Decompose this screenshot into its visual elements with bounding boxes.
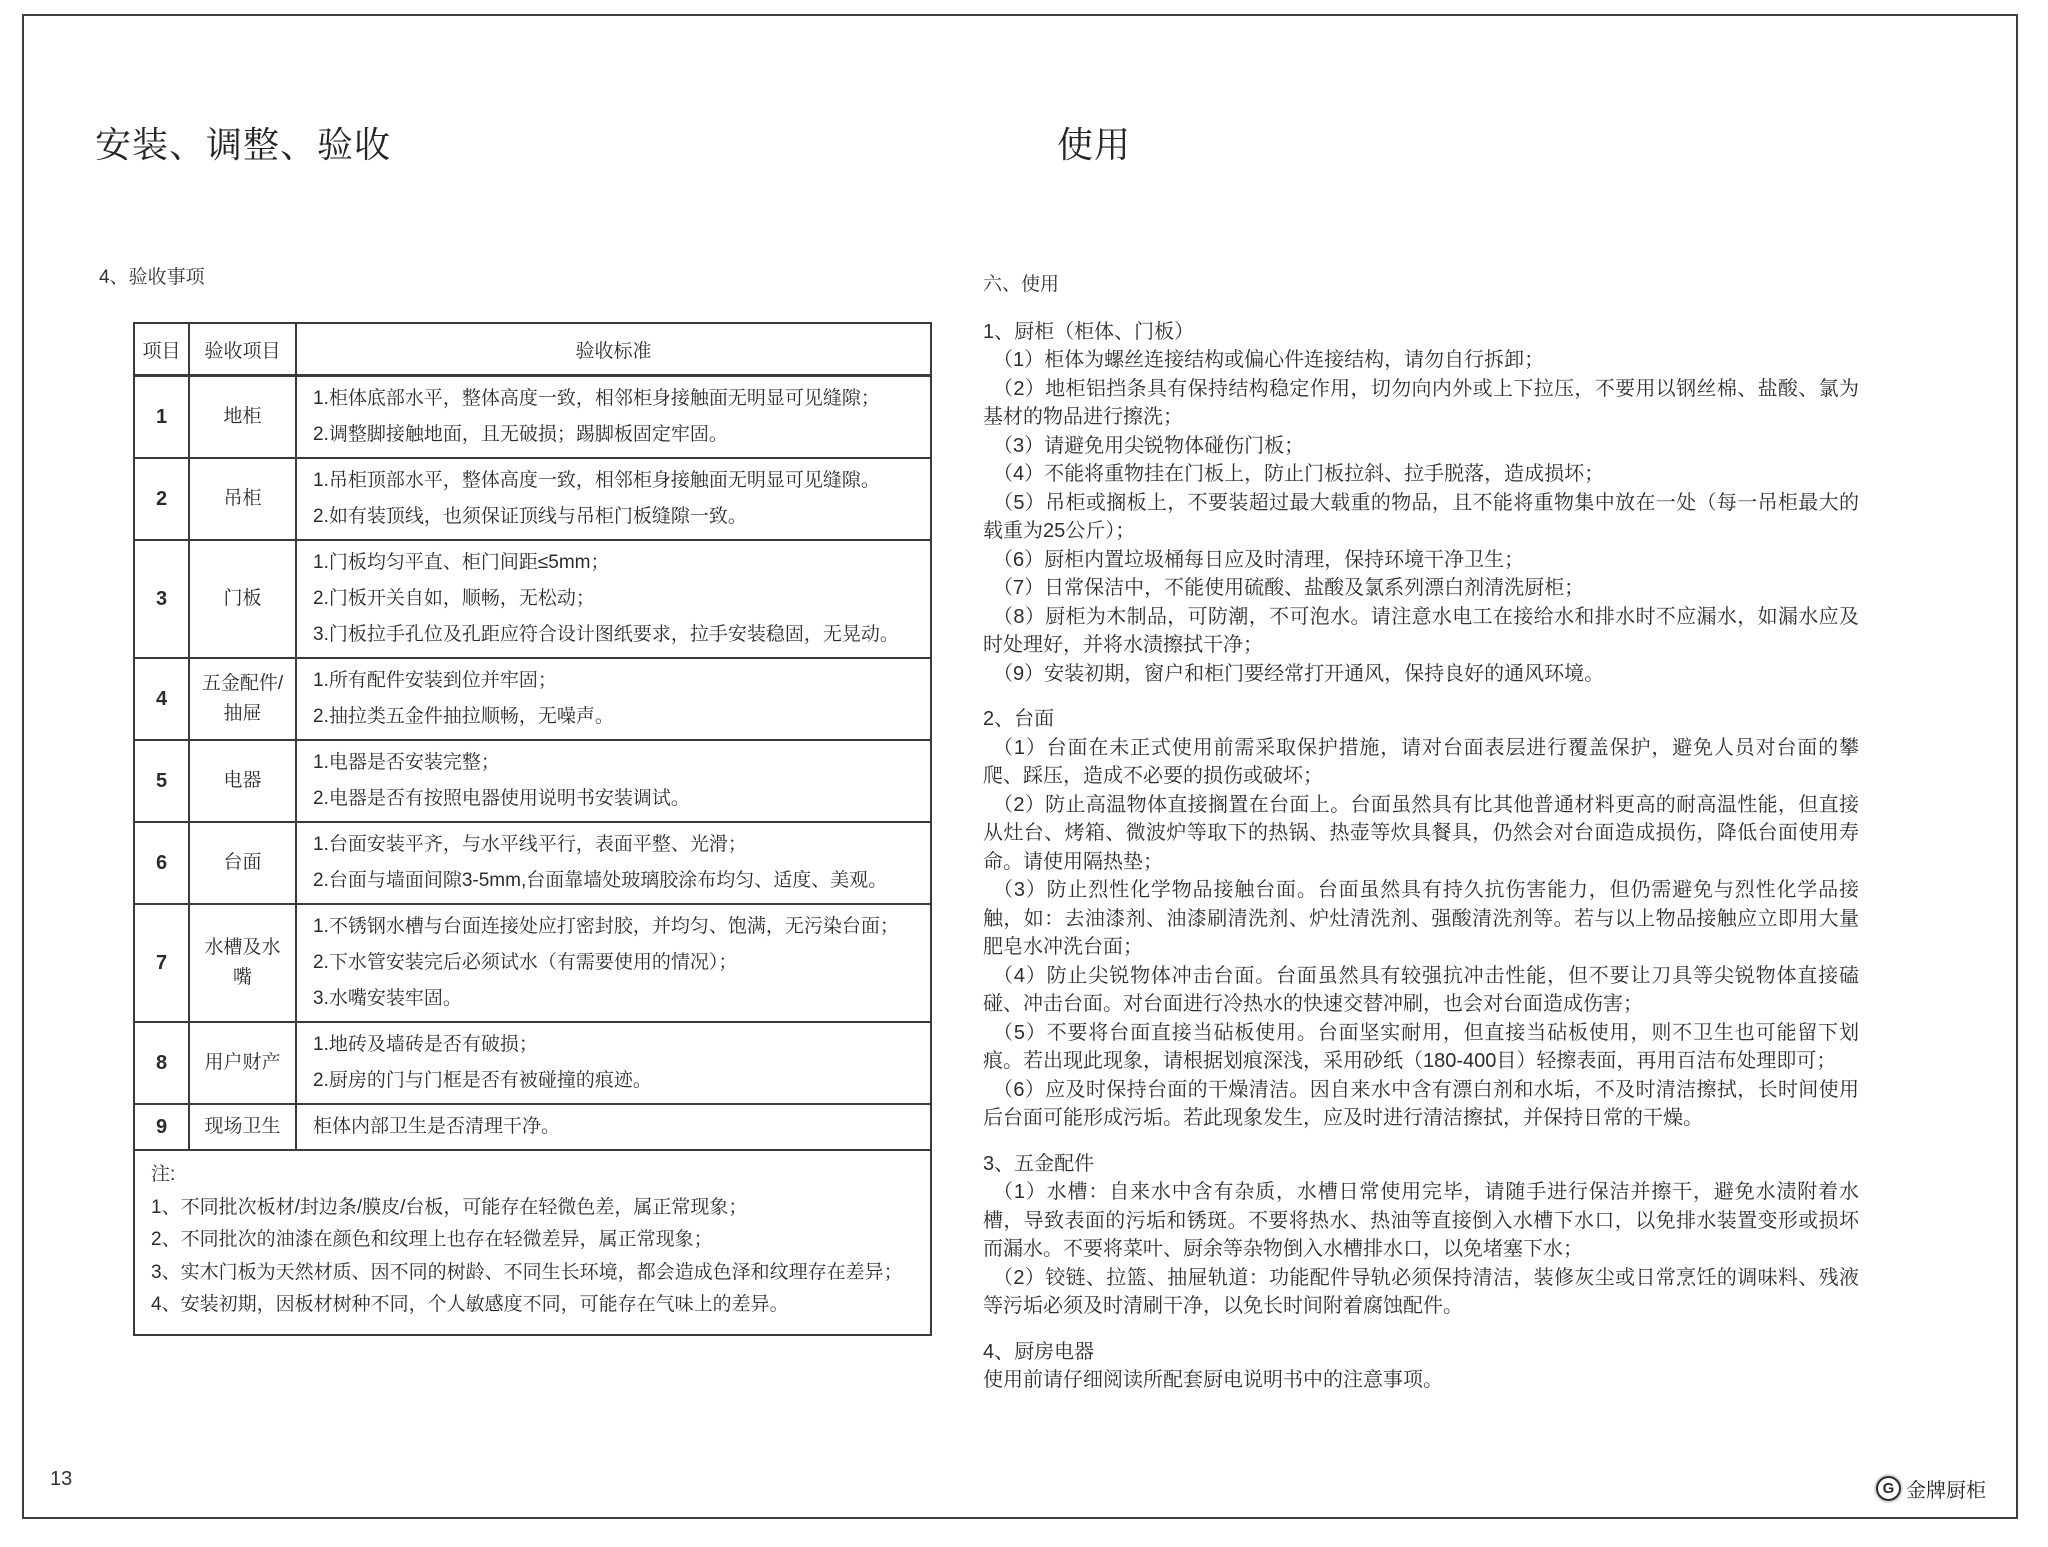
usage-group: [983, 318, 1859, 689]
row-standard-cell: [296, 458, 931, 540]
right-page-title: 使用: [1057, 124, 1132, 165]
row-num-cell: 6: [134, 822, 189, 904]
usage-paragraph: （4）不能将重物挂在门板上，防止门板拉斜、拉手脱落，造成损坏；: [993, 463, 1605, 485]
acceptance-table: [133, 322, 932, 1336]
row-item-cell: 用户财产: [189, 1022, 296, 1104]
standard-line: 2.下水管安装完后必须试水（有需要使用的情况）；: [313, 952, 738, 973]
standard-line: 1.地砖及墙砖是否有破损；: [313, 1034, 538, 1055]
note-line: 1、不同批次板材/封边条/膜皮/台板，可能存在轻微色差，属正常现象；: [151, 1196, 748, 1218]
col-header-item-no: 项目: [134, 323, 189, 376]
note-line: 3、实木门板为天然材质、因不同的树龄、不同生长环境，都会造成色泽和纹理存在差异；: [151, 1261, 903, 1283]
note-line: 2、不同批次的油漆在颜色和纹理上也存在轻微差异，属正常现象；: [151, 1229, 713, 1250]
standard-line: 柜体内部卫生是否清理干净。: [313, 1116, 561, 1137]
usage-paragraph: （1）台面在未正式使用前需采取保护措施，请对台面表层进行覆盖保护，避免人员对台面的攀爬、踩压，造成不必要的损伤或破坏；: [983, 736, 1859, 787]
right-section-label: 六、使用: [983, 274, 1060, 295]
usage-group-heading: 2、台面: [983, 708, 1055, 730]
standard-line: 2.如有装顶线，也须保证顶线与吊柜门板缝隙一致。: [313, 506, 747, 527]
usage-paragraph: （1）水槽：自来水中含有杂质，水槽日常使用完毕，请随手进行保洁并擦干，避免水渍附着水槽，导致表面的污垢和锈斑。不要将热水、热油等直接倒入水槽下水口，以免排水装置变形或损坏而漏水。不要将菜叶、厨余等杂物倒入水槽排水口，以免堵塞下水；: [983, 1181, 1859, 1260]
usage-paragraph: （5）吊柜或搁板上，不要装超过最大载重的物品，且不能将重物集中放在一处（每一吊柜最大的载重为25公斤）；: [983, 491, 1859, 542]
table-header-row: [134, 323, 931, 376]
table-row: [134, 658, 931, 740]
brand-logo: [1876, 1474, 1986, 1503]
usage-paragraph: （6）厨柜内置垃圾桶每日应及时清理，保持环境干净卫生；: [993, 548, 1525, 571]
usage-group: [983, 705, 1859, 1133]
usage-paragraph: （3）请避免用尖锐物体碰伤门板；: [993, 434, 1305, 457]
row-item-cell: 吊柜: [189, 458, 296, 540]
usage-paragraph: 使用前请仔细阅读所配套厨电说明书中的注意事项。: [983, 1369, 1443, 1391]
table-row: [134, 822, 931, 904]
usage-group-heading: 4、厨房电器: [983, 1340, 1095, 1363]
row-item-cell: 电器: [189, 740, 296, 822]
note-line: 4、安装初期，因板材树种不同，个人敏感度不同，可能存在气味上的差异。: [151, 1294, 789, 1315]
usage-paragraph: （9）安装初期，窗户和柜门要经常打开通风，保持良好的通风环境。: [993, 662, 1605, 685]
usage-body: [983, 271, 1859, 1395]
usage-paragraph: （2）地柜铝挡条具有保持结构稳定作用，切勿向内外或上下拉压，不要用以钢丝棉、盐酸、氯为基材的物品进行擦洗；: [983, 377, 1859, 428]
notes-label: 注:: [151, 1164, 176, 1185]
row-standard-cell: [296, 822, 931, 904]
row-standard-cell: [296, 904, 931, 1022]
page-number: 13: [50, 1468, 73, 1490]
usage-paragraph: （1）柜体为螺丝连接结构或偏心件连接结构，请勿自行拆卸；: [993, 349, 1545, 371]
row-num-cell: 8: [134, 1022, 189, 1104]
table-row: [134, 458, 931, 540]
row-num-cell: 5: [134, 740, 189, 822]
left-section-label: 4、验收事项: [99, 267, 205, 288]
standard-line: 3.门板拉手孔位及孔距应符合设计图纸要求，拉手安装稳固，无晃动。: [313, 624, 899, 645]
standard-line: 1.柜体底部水平，整体高度一致，相邻柜身接触面无明显可见缝隙；: [313, 388, 880, 409]
usage-paragraph: （6）应及时保持台面的干燥清洁。因自来水中含有漂白剂和水垢，不及时清洁擦拭，长时间使用后台面可能形成污垢。若此现象发生，应及时进行清洁擦拭，并保持日常的干燥。: [983, 1078, 1859, 1129]
brand-name: 金牌厨柜: [1906, 1480, 1986, 1502]
standard-line: 2.抽拉类五金件抽拉顺畅，无噪声。: [313, 706, 614, 727]
row-standard-cell: [296, 376, 931, 459]
notes-cell: [134, 1150, 931, 1335]
standard-line: 1.电器是否安装完整；: [313, 752, 500, 773]
standard-line: 2.电器是否有按照电器使用说明书安装调试。: [313, 788, 690, 809]
table-row: [134, 540, 931, 658]
table-row: [134, 904, 931, 1022]
usage-group: [983, 1338, 1859, 1395]
standard-line: 3.水嘴安装牢固。: [313, 988, 462, 1009]
col-header-item: 验收项目: [189, 323, 296, 376]
row-num-cell: 9: [134, 1104, 189, 1150]
col-header-standard: 验收标准: [296, 323, 931, 376]
standard-line: 1.门板均匀平直、柜门间距≤5mm；: [313, 552, 610, 573]
row-item-cell: 门板: [189, 540, 296, 658]
row-num-cell: 3: [134, 540, 189, 658]
table-row: [134, 1104, 931, 1150]
row-num-cell: 4: [134, 658, 189, 740]
row-item-cell: 地柜: [189, 376, 296, 459]
row-item-cell: 五金配件/抽屉: [189, 658, 296, 740]
usage-paragraph: （2）防止高温物体直接搁置在台面上。台面虽然具有比其他普通材料更高的耐高温性能，但直接从灶台、烤箱、微波炉等取下的热锅、热壶等炊具餐具，仍然会对台面造成损伤，降低台面使用寿命。请使用隔热垫；: [983, 793, 1859, 873]
usage-paragraph: （3）防止烈性化学物品接触台面。台面虽然具有持久抗伤害能力，但仍需避免与烈性化学品接触，如：去油漆剂、油漆刷清洗剂、炉灶清洗剂、强酸清洗剂等。若与以上物品接触应立即用大量肥皂水冲洗台面；: [983, 879, 1859, 958]
usage-paragraph: （8）厨柜为木制品，可防潮，不可泡水。请注意水电工在接给水和排水时不应漏水，如漏水应及时处理好，并将水渍擦拭干净；: [983, 605, 1859, 656]
row-item-cell: 水槽及水嘴: [189, 904, 296, 1022]
table-row: [134, 376, 931, 459]
usage-paragraph: （5）不要将台面直接当砧板使用。台面坚实耐用，但直接当砧板使用，则不卫生也可能留下划痕。若出现此现象，请根据划痕深浅，采用砂纸（180-400目）轻擦表面，再用百洁布处理即可；: [983, 1021, 1859, 1072]
row-standard-cell: [296, 1022, 931, 1104]
usage-paragraph: （4）防止尖锐物体冲击台面。台面虽然具有较强抗冲击性能，但不要让刀具等尖锐物体直接磕碰、冲击台面。对台面进行冷热水的快速交替冲刷，也会对台面造成伤害；: [983, 964, 1859, 1015]
row-standard-cell: [296, 740, 931, 822]
standard-line: 1.吊柜顶部水平，整体高度一致，相邻柜身接触面无明显可见缝隙。: [313, 470, 880, 491]
row-standard-cell: [296, 540, 931, 658]
row-num-cell: 7: [134, 904, 189, 1022]
standard-line: 2.调整脚接触地面，且无破损；踢脚板固定牢固。: [313, 424, 728, 445]
row-item-cell: 台面: [189, 822, 296, 904]
usage-group-heading: 1、厨柜（柜体、门板）: [983, 320, 1195, 343]
standard-line: 1.所有配件安装到位并牢固；: [313, 670, 557, 691]
standard-line: 1.不锈钢水槽与台面连接处应打密封胶，并均匀、饱满，无污染台面；: [313, 916, 899, 937]
usage-paragraph: （7）日常保洁中，不能使用硫酸、盐酸及氯系列漂白剂清洗厨柜；: [993, 577, 1585, 599]
standard-line: 2.门板开关自如，顺畅，无松动；: [313, 588, 595, 609]
usage-paragraph: （2）铰链、拉篮、抽屉轨道：功能配件导轨必须保持清洁，装修灰尘或日常烹饪的调味料、残液等污垢必须及时清刷干净，以免长时间附着腐蚀配件。: [983, 1266, 1859, 1317]
row-num-cell: 1: [134, 376, 189, 459]
standard-line: 2.厨房的门与门框是否有被碰撞的痕迹。: [313, 1070, 652, 1091]
table-row: [134, 1022, 931, 1104]
row-standard-cell: [296, 658, 931, 740]
usage-group-heading: 3、五金配件: [983, 1152, 1095, 1175]
usage-group: [983, 1150, 1859, 1321]
row-standard-cell: [296, 1104, 931, 1150]
row-num-cell: 2: [134, 458, 189, 540]
row-item-cell: 现场卫生: [189, 1104, 296, 1150]
standard-line: 1.台面安装平齐，与水平线平行，表面平整、光滑；: [313, 834, 747, 855]
standard-line: 2.台面与墙面间隙3-5mm,台面靠墙处玻璃胶涂布均匀、适度、美观。: [313, 870, 888, 891]
table-row: [134, 740, 931, 822]
brand-gear-g-icon: G: [1876, 1476, 1901, 1501]
table-note-row: [134, 1150, 931, 1335]
left-page-title: 安装、调整、验收: [95, 124, 392, 165]
